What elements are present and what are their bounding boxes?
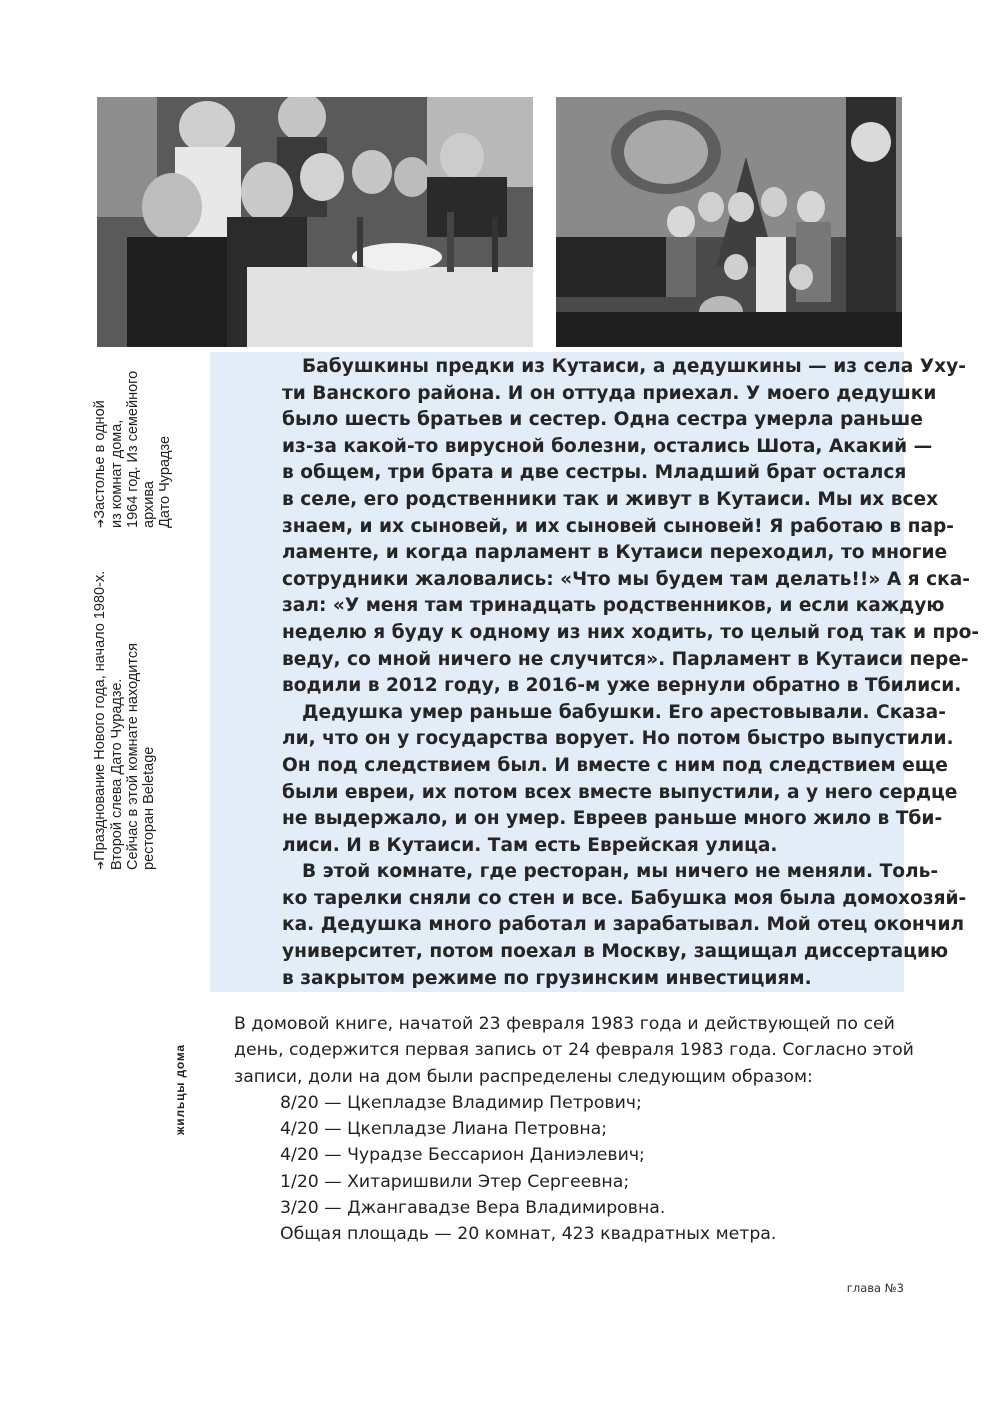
caption-line: архива <box>141 481 157 528</box>
quote-line: в общем, три брата и две сестры. Младший брат остался <box>282 462 907 484</box>
ownership-share: 3/20 — Джангавадзе Вера Владимировна. <box>280 1198 666 1219</box>
quote-line: Он под следствием был. И вместе с ним под следствием еще <box>282 754 948 776</box>
quote-line: сотрудники жаловались: «Что мы будем там делать!!» А я ска- <box>282 568 971 590</box>
photo-right-image <box>556 97 902 347</box>
caption-line: из комнат дома, <box>109 419 125 528</box>
quote-line: Дедушка умер раньше бабушки. Его арестовывали. Сказа- <box>302 701 946 723</box>
quote-line: водили в 2012 году, в 2016-м уже вернули обратно в Тбилиси. <box>282 675 962 697</box>
caption-line: ресторан Beletage <box>141 746 157 870</box>
total-area: Общая площадь — 20 комнат, 423 квадратных метра. <box>280 1224 777 1245</box>
caption-line: Застолье в одной <box>92 400 108 519</box>
photo-caption-feast <box>92 371 173 528</box>
quote-line: зал: «У меня там тринадцать родственников, и если каждую <box>282 595 945 617</box>
quote-line: в селе, его родственники так и живут в Кутаиси. Мы их всех <box>282 488 939 510</box>
caption-line: 1964 год. Из семейного <box>125 370 141 528</box>
quote-line: знаем, и их сыновей, и их сыновей сыновей! Я работаю в пар- <box>282 515 955 537</box>
arrow-right-icon: ➔ <box>95 518 107 528</box>
photo-family-feast-1964 <box>556 97 902 347</box>
registry-intro-line: В домовой книге, начатой 23 февраля 1983 года и действующей по сей <box>234 1014 895 1034</box>
quote-line: ко тарелки сняли со стен и все. Бабушка моя была домохозяй- <box>282 887 967 909</box>
quote-line: университет, потом поехал в Москву, защищал диссертацию <box>282 941 949 963</box>
registry-intro-line: записи, доли на дом были распределены следующим образом: <box>234 1066 813 1087</box>
ownership-share: 8/20 — Цкепладзе Владимир Петрович; <box>280 1092 642 1113</box>
section-label: жильцы дома <box>173 1044 187 1135</box>
quote-line: Бабушкины предки из Кутаиси, а дедушкины — из села Уху- <box>302 356 966 377</box>
arrow-right-icon: ➔ <box>95 860 107 870</box>
quote-line: веду, со мной ничего не случится». Парламент в Кутаиси пере- <box>282 648 969 670</box>
photo-caption-new-year <box>92 571 157 870</box>
quote-line: были евреи, их потом всех вместе выпустили, а у него сердце <box>282 781 958 803</box>
registry-intro-line: день, содержится первая запись от 24 февраля 1983 года. Согласно этой <box>234 1040 914 1061</box>
quote-line: из-за какой-то вирусной болезни, остались Шота, Акакий — <box>282 435 933 457</box>
ownership-share: 1/20 — Хитаришвили Этер Сергеевна; <box>280 1171 630 1192</box>
interview-quote <box>282 354 980 992</box>
chapter-number: глава №3 <box>846 1281 904 1295</box>
quote-line: неделю я буду к одному из них ходить, то целый год так и про- <box>282 621 980 643</box>
quote-line: ти Ванского района. И он оттуда приехал. У моего дедушки <box>282 382 937 404</box>
photo-new-year-celebration <box>97 97 533 347</box>
caption-line: Празднование Нового года, начало 1980-х. <box>92 570 108 861</box>
quote-line: ка. Дедушка много работал и зарабатывал. Мой отец окончил <box>282 914 965 936</box>
caption-line: Дато Чурадзе <box>157 435 173 528</box>
photo-left-image <box>97 97 533 347</box>
quote-line: лиси. И в Кутаиси. Там есть Еврейская улица. <box>282 834 778 856</box>
house-registry-text <box>234 1011 914 1248</box>
quote-line: в закрытом режиме по грузинским инвестициям. <box>282 967 812 989</box>
ownership-share: 4/20 — Цкепладзе Лиана Петровна; <box>280 1119 608 1140</box>
quote-line: В этой комнате, где ресторан, мы ничего не меняли. Толь- <box>302 861 939 883</box>
quote-line: не выдержало, и он умер. Евреев раньше много жило в Тби- <box>282 808 943 830</box>
quote-line: ламенте, и когда парламент в Кутаиси переходил, то многие <box>282 542 948 564</box>
quote-line: ли, что он у государства ворует. Но потом быстро выпустили. <box>282 728 954 750</box>
caption-line: Второй слева Дато Чурадзе. <box>109 678 125 870</box>
caption-line: Сейчас в этой комнате находится <box>125 643 141 870</box>
quote-line: было шесть братьев и сестер. Одна сестра умерла раньше <box>282 409 923 431</box>
ownership-share: 4/20 — Чурадзе Бессарион Даниэлевич; <box>280 1145 645 1166</box>
